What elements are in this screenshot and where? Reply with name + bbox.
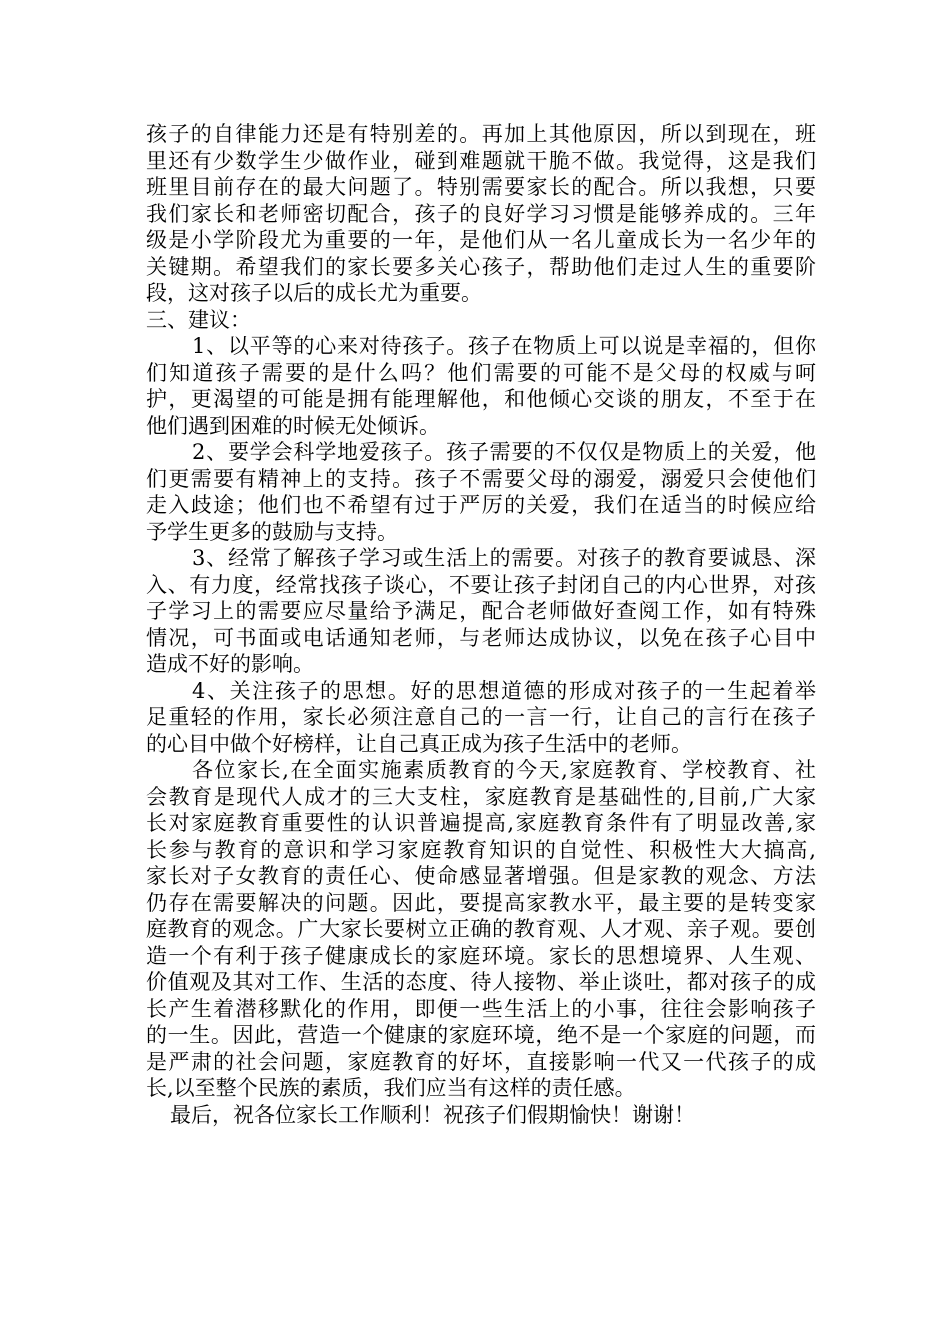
paragraph-family-education <box>146 757 816 1102</box>
closing-line: 最后，祝各位家长工作顺利！祝孩子们假期愉快！谢谢！ <box>170 1102 695 1127</box>
document-page <box>146 121 816 1128</box>
text-line: 我们家长和老师密切配合，孩子的良好学习习惯是能够养成的。三年 <box>146 201 816 226</box>
text-line: 的心目中做个好榜样，让自己真正成为孩子生活中的老师。 <box>146 731 692 756</box>
text-line: 长,以至整个民族的素质，我们应当有这样的责任感。 <box>146 1076 636 1100</box>
text-line: 长产生着潜移默化的作用，即便一些生活上的小事，往往会影响孩子 <box>146 996 816 1021</box>
text-line: 1、以平等的心来对待孩子。孩子在物质上可以说是幸福的，但你 <box>192 334 816 358</box>
text-line: 段，这对孩子以后的成长尤为重要。 <box>146 281 482 305</box>
suggestion-1 <box>146 333 816 439</box>
text-line: 2、要学会科学地爱孩子。孩子需要的不仅仅是物质上的关爱，他 <box>192 440 816 464</box>
text-line: 们更需要有精神上的支持。孩子不需要父母的溺爱，溺爱只会使他们 <box>146 466 816 491</box>
text-line: 家长对子女教育的责任心、使命感显著增强。但是家教的观念、方法 <box>146 864 816 888</box>
text-line: 仍存在需要解决的问题。因此，要提高家教水平，最主要的是转变家 <box>146 890 816 915</box>
text-line: 造一个有利于孩子健康成长的家庭环境。家长的思想境界、人生观、 <box>146 943 816 968</box>
text-line: 长参与教育的意识和学习家庭教育知识的自觉性、积极性大大搞高, <box>146 837 816 862</box>
text-line: 长对家庭教育重要性的认识普遍提高,家庭教育条件有了明显改善,家 <box>146 811 816 835</box>
suggestion-3 <box>146 545 816 678</box>
text-line: 予学生更多的鼓励与支持。 <box>146 519 398 544</box>
paragraph-self-discipline <box>146 121 816 307</box>
text-line: 庭教育的观念。广大家长要树立正确的教育观、人才观、亲子观。要创 <box>146 917 816 941</box>
text-line: 3、经常了解孩子学习或生活上的需要。对孩子的教育要诚恳、深 <box>192 546 816 570</box>
text-line: 情况，可书面或电话通知老师，与老师达成协议，以免在孩子心目中 <box>146 625 816 650</box>
text-line: 走入歧途；他们也不希望有过于严厉的关爱，我们在适当的时候应给 <box>146 493 816 517</box>
text-line: 入、有力度，经常找孩子谈心，不要让孩子封闭自己的内心世界，对孩 <box>146 572 816 597</box>
suggestion-4 <box>146 678 816 758</box>
text-line: 他们遇到困难的时候无处倾诉。 <box>146 413 440 438</box>
text-line: 子学习上的需要应尽量给予满足，配合老师做好查阅工作，如有特殊 <box>146 599 816 623</box>
text-line: 级是小学阶段尤为重要的一年，是他们从一名儿童成长为一名少年的 <box>146 228 816 252</box>
text-line: 里还有少数学生少做作业，碰到难题就干脆不做。我觉得，这是我们 <box>146 148 816 173</box>
text-line: 造成不好的影响。 <box>146 652 314 676</box>
text-line: 班里目前存在的最大问题了。特别需要家长的配合。所以我想，只要 <box>146 175 816 199</box>
text-line: 孩子的自律能力还是有特别差的。再加上其他原因，所以到现在，班 <box>146 122 816 146</box>
text-line: 是严肃的社会问题，家庭教育的好坏，直接影响一代又一代孩子的成 <box>146 1049 816 1074</box>
text-line: 足重轻的作用，家长必须注意自己的一言一行，让自己的言行在孩子 <box>146 705 816 729</box>
suggestion-2 <box>146 439 816 545</box>
text-line: 会教育是现代人成才的三大支柱，家庭教育是基础性的,目前,广大家 <box>146 784 816 809</box>
text-line: 价值观及其对工作、生活的态度、待人接物、举止谈吐，都对孩子的成 <box>146 970 816 994</box>
text-line: 关键期。希望我们的家长要多关心孩子，帮助他们走过人生的重要阶 <box>146 254 816 279</box>
text-line: 4、关注孩子的思想。好的思想道德的形成对孩子的一生起着举 <box>192 678 816 703</box>
text-line: 护，更渴望的可能是拥有能理解他，和他倾心交谈的朋友，不至于在 <box>146 387 816 411</box>
text-line: 们知道孩子需要的是什么吗？他们需要的可能不是父母的权威与呵 <box>146 360 816 385</box>
text-line: 的一生。因此，营造一个健康的家庭环境，绝不是一个家庭的问题，而 <box>146 1023 816 1047</box>
section-heading: 三、建议： <box>146 307 251 332</box>
text-line: 各位家长,在全面实施素质教育的今天,家庭教育、学校教育、社 <box>192 758 816 782</box>
